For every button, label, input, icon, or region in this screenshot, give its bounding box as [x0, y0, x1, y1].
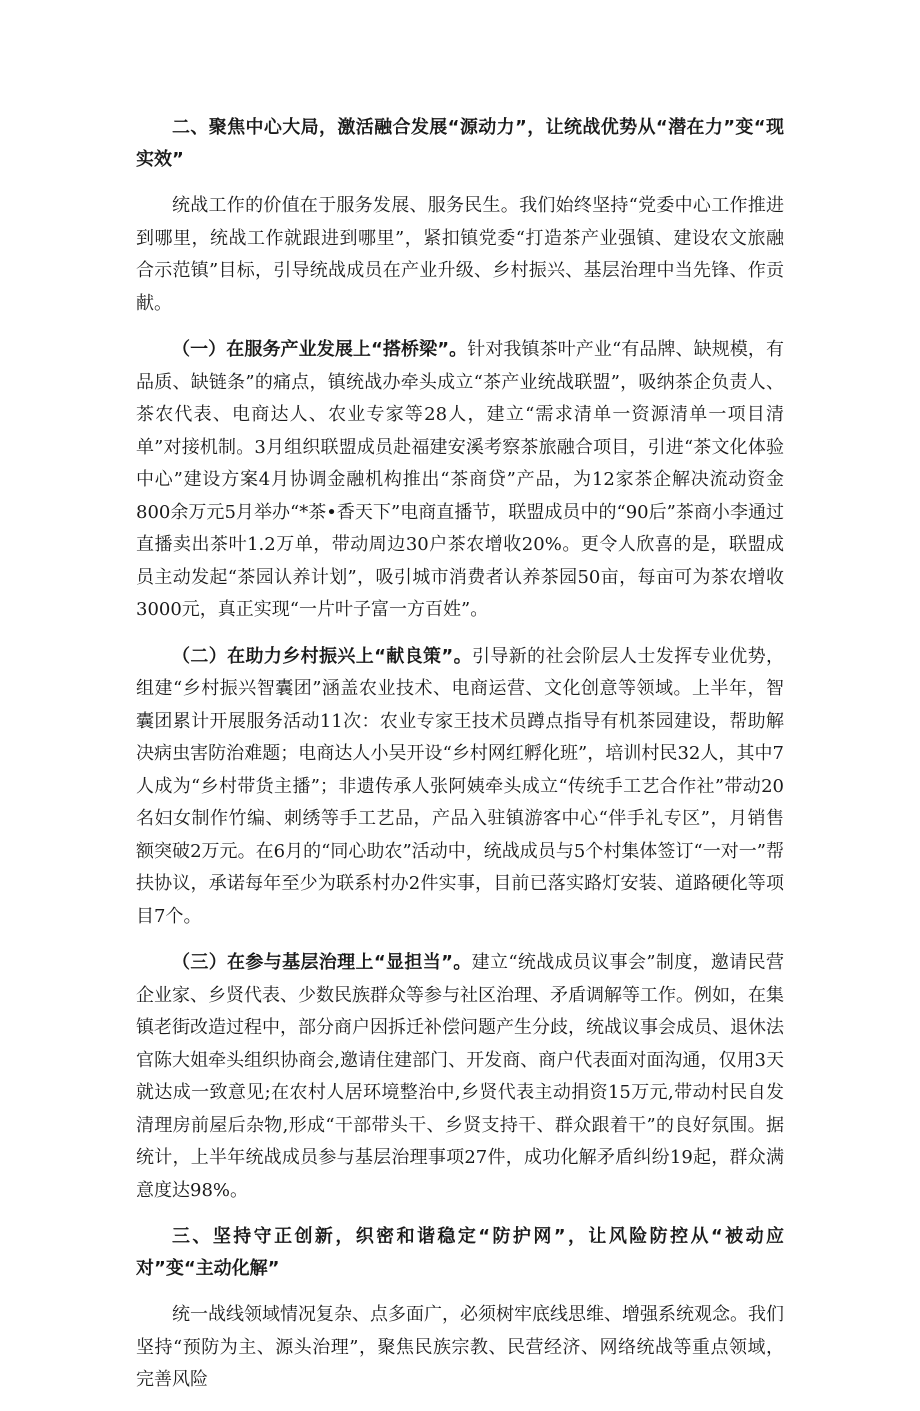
subsection-3-lead: （三）在参与基层治理上“显担当”。 [172, 952, 472, 973]
subsection-2-lead: （二）在助力乡村振兴上“献良策”。 [172, 645, 473, 667]
subsection-1 [136, 334, 784, 627]
section-intro-2: 统战工作的价值在于服务发展、服务民生。我们始终坚持“党委中心工作推进到哪里，统战工作就跟进到哪里”，紧扣镇党委“打造茶产业强镇、建设农文旅融合示范镇”目标，引导统战成员在产业升级、乡村振兴、基层治理中当先锋、作贡献。 [136, 195, 784, 314]
section-intro-3: 统一战线领域情况复杂、点多面广，必须树牢底线思维、增强系统观念。我们坚持“预防为主、源头治理”，聚焦民族宗教、民营经济、网络统战等重点领域，完善风险 [136, 1304, 784, 1390]
subsection-3 [136, 947, 784, 1207]
section-heading-2: 二、聚焦中心大局，激活融合发展“源动力”，让统战优势从“潜在力”变“现实效” [136, 117, 784, 170]
subsection-3-text: 建立“统战成员议事会”制度，邀请民营企业家、乡贤代表、少数民族群众等参与社区治理、矛盾调解等工作。例如，在集镇老街改造过程中，部分商户因拆迁补偿问题产生分歧，统战议事会成员、退休法官陈大姐牵头组织协商会,邀请住建部门、开发商、商户代表面对面沟通，仅用3天就达成一致意见;在农村人居环境整治中,乡贤代表主动捐资15万元,带动村民自发清理房前屋后杂物,形成“干部带头干、乡贤支持干、群众跟着干”的良好氛围。据统计，上半年统战成员参与基层治理事项27件，成功化解矛盾纠纷19起，群众满意度达98%。 [136, 952, 784, 1201]
subsection-2-text: 引导新的社会阶层人士发挥专业优势，组建“乡村振兴智囊团”涵盖农业技术、电商运营、文化创意等领域。上半年，智囊团累计开展服务活动11次：农业专家王技术员蹲点指导有机茶园建设，帮助解决病虫害防治难题；电商达人小吴开设“乡村网红孵化班”，培训村民32人，其中7人成为“乡村带货主播”；非遗传承人张阿姨牵头成立“传统手工艺合作社”带动20名妇女制作竹编、刺绣等手工艺品，产品入驻镇游客中心“伴手礼专区”，月销售额突破2万元。在6月的“同心助农”活动中，统战成员与5个村集体签订“一对一”帮扶协议，承诺每年至少为联系村办2件实事，目前已落实路灯安装、道路硬化等项目7个。 [136, 645, 784, 927]
subsection-1-text: 针对我镇茶叶产业“有品牌、缺规模，有品质、缺链条”的痛点，镇统战办牵头成立“茶产业统战联盟”，吸纳茶企负责人、茶农代表、电商达人、农业专家等28人，建立“需求清单一资源清单一项目清单”对接机制。3月组织联盟成员赴福建安溪考察茶旅融合项目，引进“茶文化体验中心”建设方案4月协调金融机构推出“茶商贷”产品，为12家茶企解决流动资金800余万元5月举办“*茶•香天下”电商直播节，联盟成员中的“90后”茶商小李通过直播卖出茶叶1.2万单，带动周边30户茶农增收20%。更令人欣喜的是，联盟成员主动发起“茶园认养计划”，吸引城市消费者认养茶园50亩，每亩可为茶农增收3000元，真正实现“一片叶子富一方百姓”。 [136, 339, 784, 620]
document-page [136, 112, 784, 1411]
section-heading-3: 三、坚持守正创新，织密和谐稳定“防护网”，让风险防控从“被动应对”变“主动化解” [136, 1226, 784, 1279]
subsection-2 [136, 641, 784, 934]
subsection-1-lead: （一）在服务产业发展上“搭桥梁”。 [172, 339, 468, 360]
